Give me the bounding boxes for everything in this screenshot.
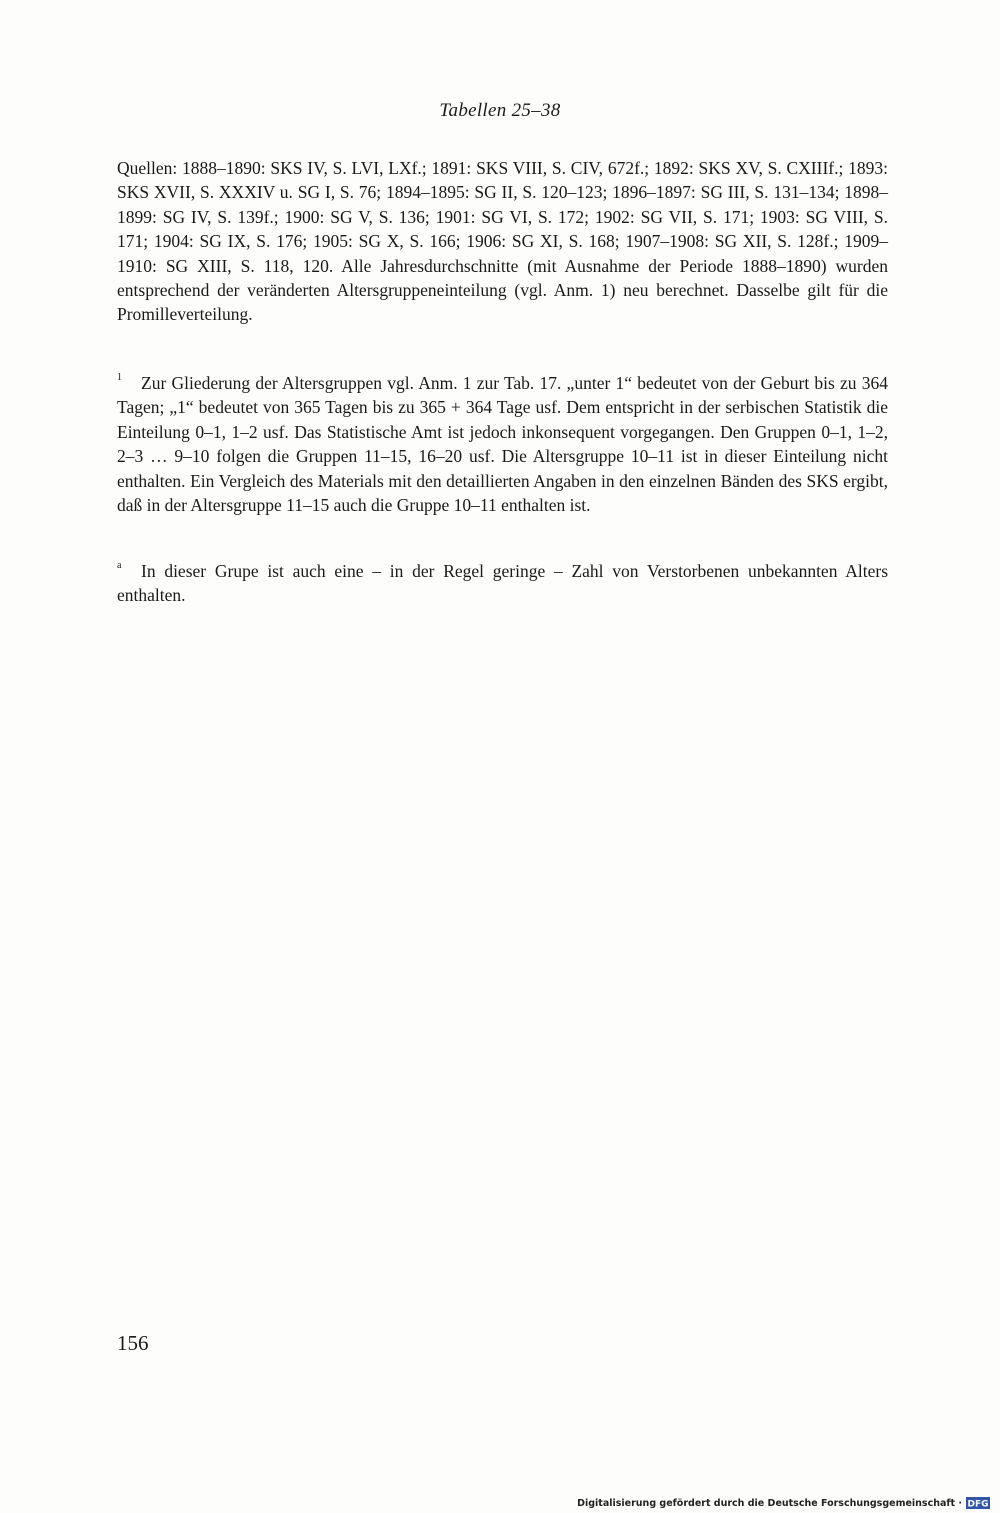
footnote-a: a In dieser Grupe ist auch eine – in der Regel geringe – Zahl von Verstorbenen unbekannten Alters enthalten. [117, 560, 888, 606]
page-number: 156 [117, 1331, 149, 1355]
running-head: Tabellen 25–38 [439, 100, 561, 121]
footnote-text: In dieser Grupe ist auch eine – in der Regel geringe – Zahl von Verstorbenen unbekannten Alters enthalten. [117, 561, 888, 606]
svg-text:DFG: DFG [967, 1499, 989, 1508]
footnote-text: Zur Gliederung der Altersgruppen vgl. Anm. 1 zur Tab. 17. „unter 1“ bedeutet von der Geburt bis zu 364 Tagen; „1“ bedeutet von 365 Tagen bis zu 365 + 364 Tage usf. Dem entspricht in der serbischen Statistik die Einteilung 0–1, 1–2 usf. Das Statistische Amt ist jedoch inkonsequent vorgegangen. Den Gruppen 0–1, 1–2, 2–3 … 9–10 folgen die Gruppen 11–15, 16–20 usf. Die Altersgruppe 10–11 ist in dieser Einteilung nicht enthalten. Ein Vergleich des Materials mit den detaillierten Angaben in den einzelnen Bänden des SKS ergibt, daß in der Altersgruppe 11–15 auch die Gruppe 10–11 enthalten ist. [117, 373, 888, 516]
sources-paragraph: Quellen: 1888–1890: SKS IV, S. LVI, LXf.; 1891: SKS VIII, S. CIV, 672f.; 1892: SKS XV, S. CXIIIf.; 1893: SKS XVII, S. XXXIV u. SG I, S. 76; 1894–1895: SG II, S. 120–123; 1896–1897: SG III, S. 131–134; 1898–1899: SG IV, S. 139f.; 1900: SG V, S. 136; 1901: SG VI, S. 172; 1902: SG VII, S. 171; 1903: SG VIII, S. 171; 1904: SG IX, S. 176; 1905: SG X, S. 166; 1906: SG XI, S. 168; 1907–1908: SG XII, S. 128f.; 1909–1910: SG XIII, S. 118, 120. Alle Jahresdurchschnitte (mit Ausnahme der Periode 1888–1890) wurden entsprechend der veränderten Altersgruppeneinteilung (vgl. Anm. 1) neu berechnet. Dasselbe gilt für die Promilleverteilung. [117, 158, 888, 325]
footnote-1: 1 Zur Gliederung der Altersgruppen vgl. Anm. 1 zur Tab. 17. „unter 1“ bedeutet von der Geburt bis zu 364 Tagen; „1“ bedeutet von 365 Tagen bis zu 365 + 364 Tage usf. Dem entspricht in der serbischen Statistik die Einteilung 0–1, 1–2 usf. Das Statistische Amt ist jedoch inkonsequent vorgegangen. Den Gruppen 0–1, 1–2, 2–3 … 9–10 folgen die Gruppen 11–15, 16–20 usf. Die Altersgruppe 10–11 ist in dieser Einteilung nicht enthalten. Ein Vergleich des Materials mit den detaillierten Angaben in den einzelnen Bänden des SKS ergibt, daß in der Altersgruppe 11–15 auch die Gruppe 10–11 enthalten ist. [117, 372, 888, 516]
digitization-footer [577, 1496, 990, 1510]
footer-credit-text: Digitalisierung gefördert durch die Deutsche Forschungsgemeinschaft · [577, 1497, 962, 1509]
dfg-logo-icon [966, 1497, 990, 1509]
